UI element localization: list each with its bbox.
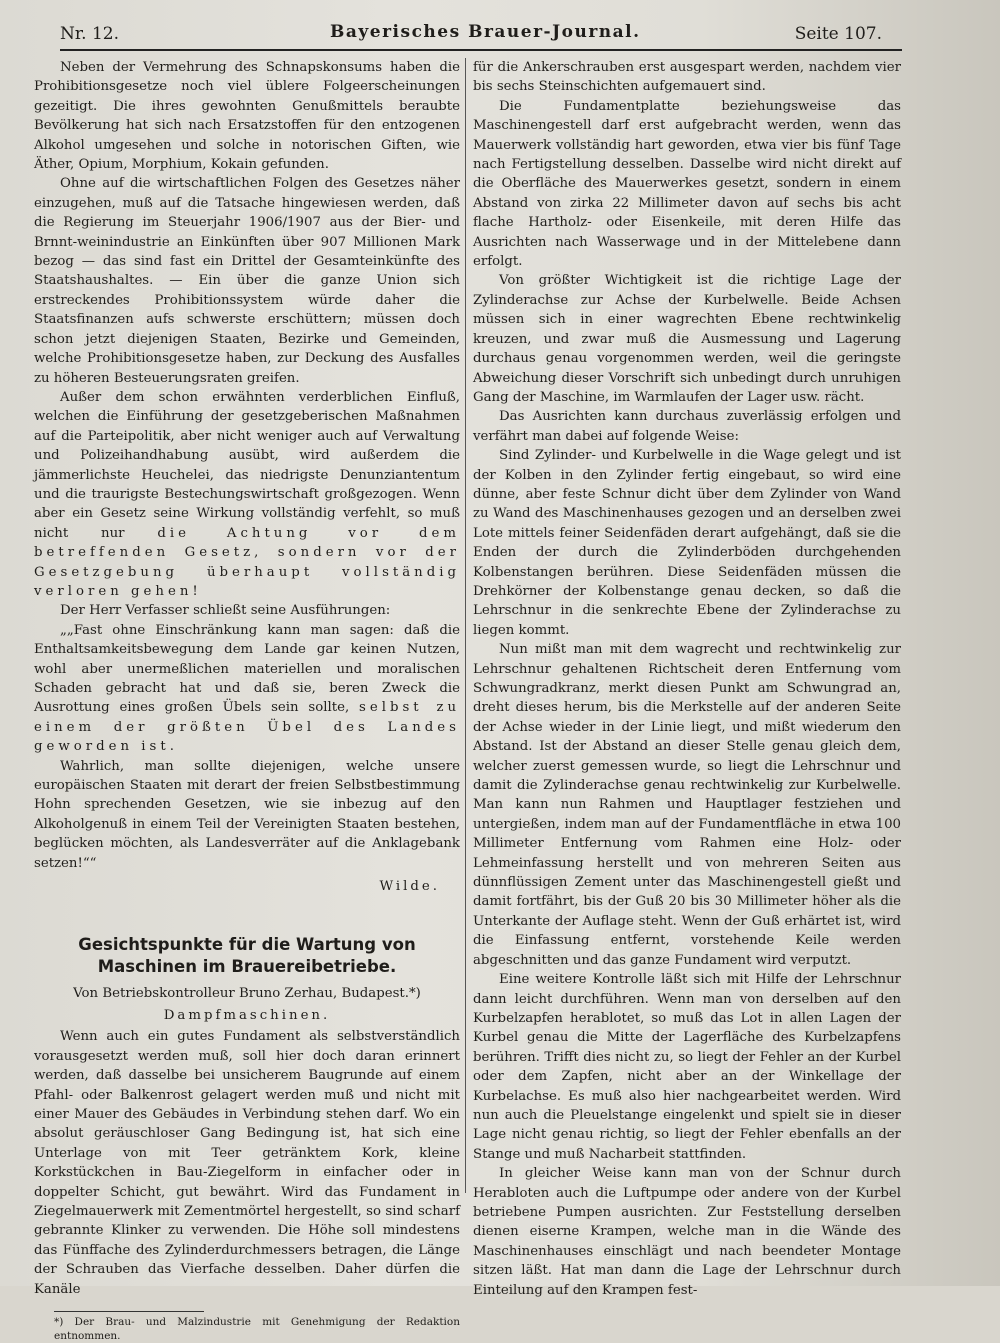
paragraph: Sind Zylinder- und Kurbelwelle in die Wage gelegt und ist der Kolben in den Zylinder fertig eingebaut, so wird eine dünne, aber feste Schnur dicht über dem Zylinder von Wand zu Wand des Maschinenhauses gezogen und an derselben zwei Lote mittels feiner Seidenfäden derart aufgehängt, daß sie die Enden der durch die Zylinderböden durchgehenden Kolbenstangen berühren. Diese Seidenfäden müssen die Drehkörner der Kolbenstange genau decken, so daß die Lehrschnur in die senkrechte Ebene der Zylinderachse zu liegen kommt. (473, 448, 901, 638)
paragraph: für die Ankerschrauben erst ausgespart werden, nachdem vier bis sechs Steinschichten aufgemauert sind. (473, 60, 901, 95)
spaced-emphasis: die Achtung vor dem betreffenden Gesetz, sondern vor der Gesetzgebung überhaupt vollständig verloren gehen! (34, 525, 460, 599)
paragraph: Wahrlich, man sollte diejenigen, welche unsere europäischen Staaten mit derart der freien Selbstbestimmung Hohn sprechenden Gesetzen, wie sie inbezug auf den Alkoholgenuß in einem Teil der Vereinigten Staaten bestehen, beglücken möchten, als Landesverräter auf die Anklagebank setzen!““ (34, 758, 460, 871)
paragraph (34, 388, 460, 601)
spaced-emphasis: selbst zu einem der größten Übel des Landes geworden ist. (34, 700, 461, 755)
quote-paragraph (34, 621, 460, 757)
paragraph: Das Ausrichten kann durchaus zuverlässig erfolgen und verfährt man dabei auf folgende Weise: (473, 409, 901, 444)
journal-title: Bayerisches Brauer-Journal. (330, 22, 641, 42)
paragraph: In gleicher Weise kann man von der Schnur durch Herabloten auch die Luftpumpe oder andere von der Kurbel betriebene Pumpen ausrichten. Zur Feststellung derselben dienen eiserne Krampen, welche man in die Wände des Maschinenhauses einschlägt und nach beendeter Montage sitzen läßt. Hat man dann die Lage der Lehrschnur durch Einteilung auf den Krampen fest- (473, 1166, 901, 1298)
paragraph: Der Herr Verfasser schließt seine Ausführungen: (60, 603, 391, 619)
left-column (34, 58, 460, 1343)
page-number: Seite 107. (794, 24, 882, 44)
footnote: *) Der Brau- und Malzindustrie mit Genehmigung der Redaktion entnommen. (54, 1315, 460, 1342)
issue-number: Nr. 12. (60, 24, 119, 44)
column-divider (465, 58, 466, 1193)
section-subhead: Dampfmaschinen. (163, 1007, 331, 1023)
footnote-rule (54, 1311, 204, 1312)
paragraph: Ohne auf die wirtschaftlichen Folgen des Gesetzes näher einzugehen, muß auf die Tatsache hingewiesen werden, daß die Regierung im Steuerjahr 1906/1907 aus der Bier- und Brnnt-weinindustrie an Einkünften über 907 Millionen Mark bezog — das sind fast ein Drittel der Gesamteinkünfte des Staatshaushaltes. — Ein über die ganze Union sich erstreckendes Prohibitionssystem würde daher die Staatsfinanzen aufs schwerste erschüttern; müssen doch schon jetzt diejenigen Staaten, Bezirke und Gemeinden, welche Prohibitionsgesetze haben, zur Deckung des Ausfalles zu höheren Besteuerungsraten greifen. (34, 176, 460, 386)
byline: Von Betriebskontrolleur Bruno Zerhau, Budapest.*) (73, 986, 421, 1002)
signature: Wilde. (379, 879, 440, 895)
paragraph-text: „„Fast ohne Einschränkung kann man sagen: daß die Enthaltsamkeitsbewegung dem Lande gar keinen Nutzen, wohl aber unermeßlichen materiellen und moralischen Schaden gebracht hat und daß sie, beren Zweck die Ausrottung eines großen Übels sein sollte, (34, 622, 460, 716)
paragraph: Die Fundamentplatte beziehungsweise das Maschinengestell darf erst aufgebracht werden, wenn das Mauerwerk vollständig hart geworden, etwa vier bis fünf Tage nach Fertigstellung desselben. Dasselbe wird nicht direkt auf die Oberfläche des Mauerwerkes gesetzt, sondern in einem Abstand von zirka 22 Millimeter davon auf sechs bis acht flache Hartholz- oder Eisenkeile, mit deren Hilfe das Ausrichten nach Wasserwage und in der Mittelebene dann erfolgt. (473, 98, 901, 270)
paragraph: Neben der Vermehrung des Schnapskonsums haben die Prohibitionsgesetze noch viel üblere Folgeerscheinungen gezeitigt. Die ihres gewohnten Genußmittels beraubte Bevölkerung hat sich nach Ersatzstoffen für den entzogenen Alkohol umgesehen und solche in notorischen Giften, wie Äther, Opium, Morphium, Kokain gefunden. (34, 60, 460, 173)
paragraph-text: Außer dem schon erwähnten verderblichen Einfluß, welchen die Einführung der gesetzgeberischen Maßnahmen auf die Parteipolitik, aber nicht weniger auch auf Verwaltung und Polizeihandhabung ausübt, wird außerdem die jämmerlichste Heuchelei, das niedrigste Denunziantentum und die traurigste Bestechungswirtschaft großgezogen. Wenn aber ein Gesetz seine Wirkung vollständig verfehlt, so muß nicht nur (34, 389, 460, 541)
paragraph: Eine weitere Kontrolle läßt sich mit Hilfe der Lehrschnur dann leicht durchführen. Wenn man von derselben auf den Kurbelzapfen herablotet, so muß das Lot in allen Lagen der Kurbel genau die Mitte der Lagerfläche des Kurbelzapfens berühren. Trifft dies nicht zu, so liegt der Fehler an der Kurbel oder dem Zapfen, nicht aber an der Winkellage der Kurbelachse. Es muß also hier nachgearbeitet werden. Wird nun auch die Pleuelstange eingelenkt und spielt sie in dieser Lage nicht genau richtig, so liegt der Fehler ebenfalls an der Stange und muß Nacharbeit stattfinden. (473, 972, 901, 1162)
paragraph: Von größter Wichtigkeit ist die richtige Lage der Zylinderachse zur Achse der Kurbelwelle. Beide Achsen müssen sich in einer wagrechten Ebene rechtwinkelig kreuzen, und zwar muß die Ausmessung und Lagerung durchaus genau vorgenommen werden, weil die geringste Abweichung dieser Vorschrift sich unbedingt durch unruhigen Gang der Maschine, im Warmlaufen der Lager usw. rächt. (473, 273, 901, 405)
right-column (473, 58, 901, 1300)
header-rule (60, 49, 902, 51)
paragraph: Wenn auch ein gutes Fundament als selbstverständlich vorausgesetzt werden muß, soll hier doch daran erinnert werden, daß dasselbe bei unsicherem Baugrunde auf einem Pfahl- oder Balkenrost gelagert werden muß und nicht mit einer Mauer des Gebäudes in Verbindung stehen darf. Wo ein absolut geräuschloser Gang Bedingung ist, hat sich eine Unterlage von mit Teer getränktem Kork, kleine Korkstückchen in Bau-Ziegelform in einfacher oder in doppelter Schicht, gut bewährt. Wird das Fundament in Ziegelmauerwerk mit Zementmörtel hergestellt, so sind scharf gebrannte Klinker zu verwenden. Die Höhe soll mindestens das Fünffache des Zylinderdurchmessers betragen, die Länge der Schrauben das Vierfache desselben. Daher dürfen die Kanäle (34, 1029, 460, 1297)
page-header (60, 22, 882, 48)
paragraph: Nun mißt man mit dem wagrecht und rechtwinkelig zur Lehrschnur gehaltenen Richtscheit deren Entfernung vom Schwungradkranz, merkt diesen Punkt am Schwungrad an, dreht dieses herum, bis die Merkstelle auf der anderen Seite der Achse wieder in der Linie liegt, und mißt wiederum den Abstand. Ist der Abstand an dieser Stelle genau gleich dem, welcher zuerst gemessen wurde, so liegt die Lehrschnur und damit die Zylinderachse genau rechtwinkelig zur Kurbelwelle. Man kann nun Rahmen und Hauptlager festziehen und untergießen, indem man auf der Fundamentfläche in etwa 100 Millimeter Entfernung vom Rahmen eine Holz- oder Lehmeinfassung herstellt und von mehreren Seiten aus dünnflüssigen Zement unter das Maschinengestell gießt und damit fortfährt, bis der Guß 20 bis 30 Millimeter höher als die Unterkante der Auflage steht. Wenn der Guß erhärtet ist, wird die Einfassung entfernt, vorstehende Keile werden abgeschnitten und das ganze Fundament wird verputzt. (473, 642, 901, 968)
article-title: Gesichtspunkte für die Wartung von Maschinen im Brauereibetriebe. (78, 935, 416, 977)
